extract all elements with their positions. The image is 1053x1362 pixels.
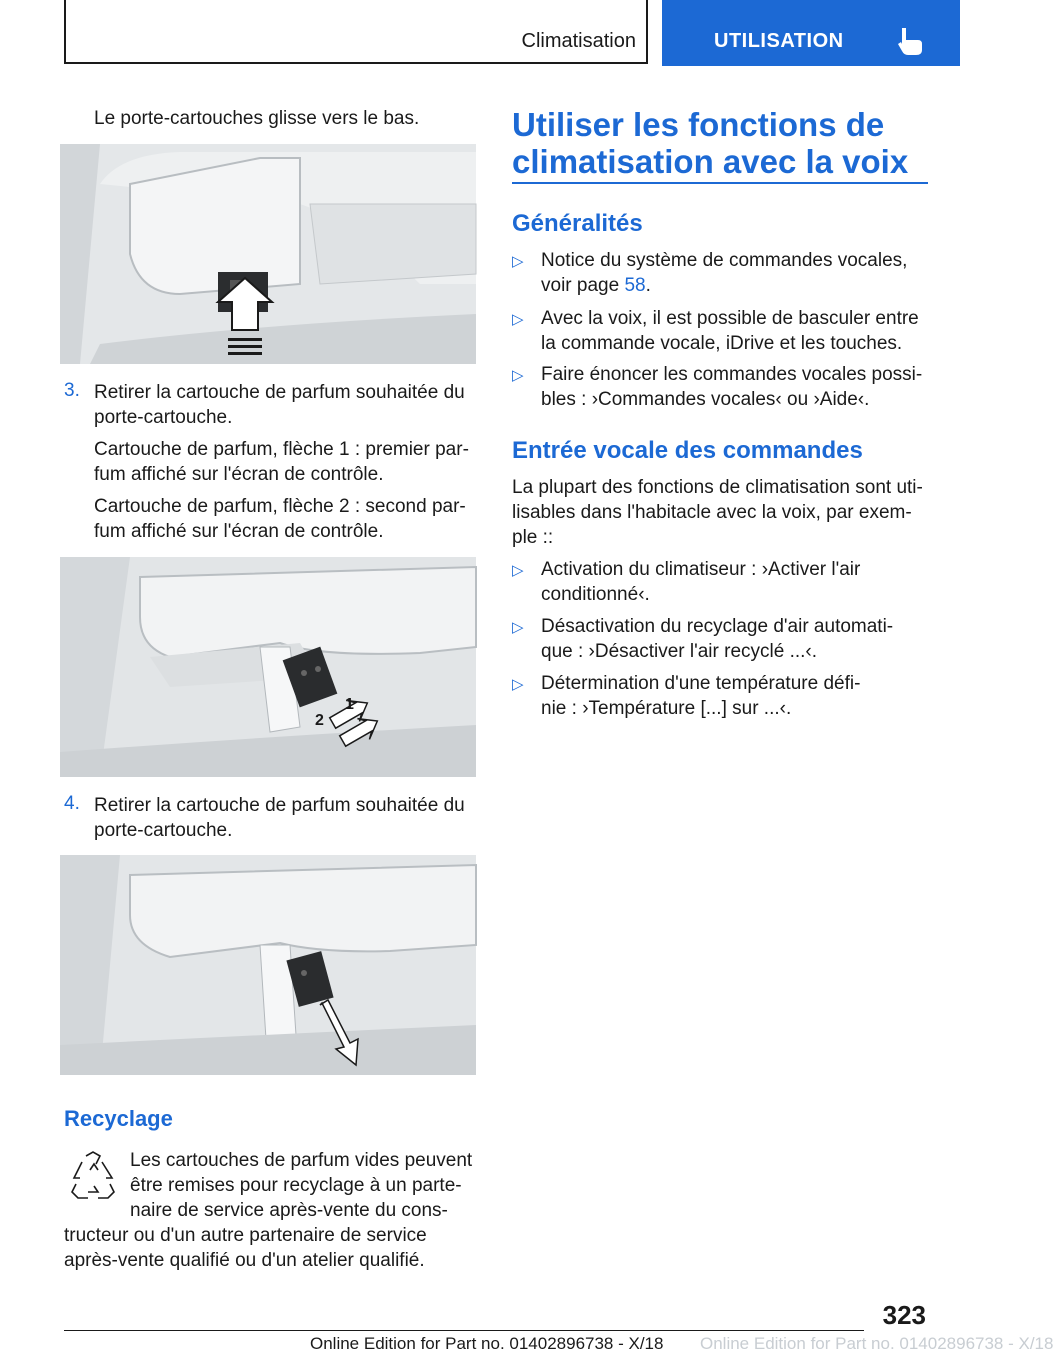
tab-utilisation[interactable] <box>662 0 960 66</box>
step-text: Retirer la cartouche de parfum souhaitée du porte-cartouche. <box>94 795 465 841</box>
step-text: Retirer la cartouche de parfum souhaitée du porte-cartouche. <box>94 382 465 428</box>
list-item: Faire énoncer les commandes vocales possi- bles : ›Commandes vocales‹ ou ›Aide‹. <box>541 364 923 410</box>
section-title: Climatisation <box>521 30 636 52</box>
figure-cartridges-arrows <box>60 557 476 777</box>
list-item: Avec la voix, il est possible de basculer entre la commande vocale, iDrive et les touches. <box>541 308 919 354</box>
page-number: 323 <box>882 1300 926 1330</box>
step-note: Cartouche de parfum, flèche 2 : second par-fum affiché sur l'écran de contrôle. <box>94 496 466 542</box>
step-note: Cartouche de parfum, flèche 1 : premier par-fum affiché sur l'écran de contrôle. <box>94 439 469 485</box>
section-heading: Entrée vocale des commandes <box>512 437 863 464</box>
recycling-text-cont: tructeur ou d'un autre partenaire de service après-vente qualifié ou d'un atelier qualifié. <box>64 1225 427 1271</box>
list-item: Notice du système de commandes vocales, voir page 58. <box>541 250 908 296</box>
intro-text: Le porte-cartouches glisse vers le bas. <box>94 108 420 129</box>
bullet-icon: ▷ <box>512 619 524 636</box>
edition-text: Online Edition for Part no. 01402896738 - X/18 <box>310 1334 664 1353</box>
watermark: Online Edition for Part no. 01402896738 - X/18 <box>700 1334 1053 1353</box>
title-divider <box>512 182 928 184</box>
section-heading: Généralités <box>512 210 643 237</box>
arrow-label: 1 <box>345 696 354 713</box>
bullet-icon: ▷ <box>512 253 524 270</box>
pointing-hand-icon <box>896 26 924 56</box>
bullet-icon: ▷ <box>512 676 524 693</box>
figure-cartridge-holder <box>60 144 476 364</box>
list-item: Détermination d'une température défi- nie : ›Température [...] sur ...‹. <box>541 673 861 719</box>
list-item: Désactivation du recyclage d'air automati- que : ›Désactiver l'air recyclé ...‹. <box>541 616 894 662</box>
section-intro: La plupart des fonctions de climatisation sont uti- lisables dans l'habitacle avec la voix, par exem- ple :: <box>512 477 923 548</box>
recycle-icon <box>66 1150 120 1202</box>
recycling-title: Recyclage <box>64 1106 173 1131</box>
list-item: Activation du climatiseur : ›Activer l'air conditionné‹. <box>541 559 861 605</box>
bullet-icon: ▷ <box>512 311 524 328</box>
page-link[interactable]: 58 <box>624 275 646 296</box>
bullet-icon: ▷ <box>512 562 524 579</box>
bullet-icon: ▷ <box>512 367 524 384</box>
step-number: 3. <box>64 380 80 401</box>
page-title: Utiliser les fonctions de climatisation avec la voix <box>512 106 909 180</box>
recycling-text: Les cartouches de parfum vides peuvent être remises pour recyclage à un parte- naire de service après-vente du cons- <box>130 1150 473 1221</box>
tab-label: UTILISATION <box>714 30 844 52</box>
figure-cartridge-removal <box>60 855 476 1075</box>
footer-rule <box>64 1330 864 1331</box>
arrow-label: 2 <box>315 712 324 729</box>
step-number: 4. <box>64 793 80 814</box>
